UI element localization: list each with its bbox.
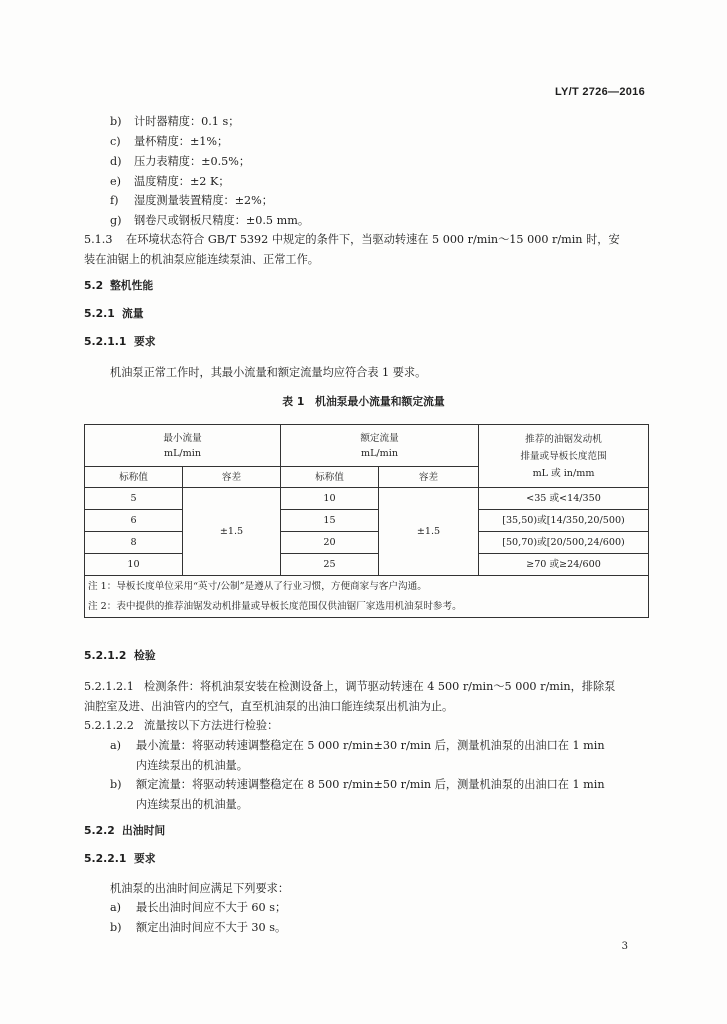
list-item <box>110 133 228 149</box>
list-text: 量杯精度：±1%； <box>134 135 229 148</box>
heading-title: 要求 <box>134 335 156 348</box>
table-row <box>85 532 649 554</box>
page-number: 3 <box>621 941 628 952</box>
heading-title: 出油时间 <box>122 824 166 837</box>
header-text: 推荐的油锯发动机 <box>525 433 602 445</box>
list-label: e) <box>110 175 121 188</box>
heading-number: 5.2.1 <box>84 307 115 320</box>
list-item-continuation: 内连续泵出的机油量。 <box>136 798 248 811</box>
clause-text: 在环境状态符合 GB/T 5392 中规定的条件下，当驱动转速在 5 000 r/min～15 000 r/min 时，安 <box>126 233 620 246</box>
list-item <box>110 212 309 228</box>
clause-number: 5.2.1.2.1 <box>84 680 134 693</box>
header-nominal: 标称值 <box>281 467 379 488</box>
heading-number: 5.2.2 <box>84 824 115 837</box>
cell-rated: 20 <box>281 532 379 554</box>
list-item <box>110 113 239 129</box>
list-text: 温度精度：±2 K； <box>134 175 230 188</box>
heading-5-2-1-2 <box>84 648 156 663</box>
cell-range: [35,50)或[14/350,20/500) <box>479 510 649 532</box>
list-label: c) <box>110 135 121 148</box>
list-text: 额定流量：将驱动转速调整稳定在 8 500 r/min±50 r/min 后，测量机油泵的出油口在 1 min <box>136 778 605 791</box>
list-label: a) <box>110 739 122 752</box>
list-text: 计时器精度：0.1 s； <box>134 115 240 128</box>
list-item <box>110 153 250 169</box>
cell-min: 6 <box>85 510 183 532</box>
header-recommended-range <box>479 425 649 488</box>
list-text: 钢卷尺或钢板尺精度：±0.5 mm。 <box>134 214 310 227</box>
table-row <box>85 510 649 532</box>
cell-min-tolerance: ±1.5 <box>183 488 281 576</box>
list-text: 湿度测量装置精度：±2%； <box>134 194 273 207</box>
heading-number: 5.2.2.1 <box>84 852 127 865</box>
cell-range: [50,70)或[20/500,24/600) <box>479 532 649 554</box>
heading-number: 5.2 <box>84 279 104 292</box>
requirement-paragraph: 机油泵正常工作时，其最小流量和额定流量均应符合表 1 要求。 <box>110 366 427 379</box>
clause-5-2-1-2-1-line1 <box>84 678 615 694</box>
heading-title: 检验 <box>134 649 156 662</box>
heading-number: 5.2.1.2 <box>84 649 127 662</box>
list-label: b) <box>110 778 122 791</box>
list-label: b) <box>110 115 122 128</box>
clause-5-1-3-line1 <box>84 231 620 247</box>
clause-5-2-1-2-2 <box>84 717 278 733</box>
header-tolerance: 容差 <box>183 467 281 488</box>
table-notes <box>85 576 649 618</box>
list-item <box>110 192 273 208</box>
heading-5-2 <box>84 278 153 293</box>
header-min-flow <box>85 425 281 467</box>
clause-text: 流量按以下方法进行检验： <box>144 719 279 732</box>
heading-title: 流量 <box>122 307 144 320</box>
cell-rated-tolerance: ±1.5 <box>379 488 479 576</box>
list-item <box>110 737 605 753</box>
list-item <box>110 919 286 935</box>
heading-5-2-1 <box>84 306 144 321</box>
list-label: d) <box>110 155 122 168</box>
cell-rated: 10 <box>281 488 379 510</box>
header-unit: mL/min <box>163 447 202 459</box>
table-note-1: 注 1：导板长度单位采用“英寸/公制”是遵从了行业习惯，方便商家与客户沟通。 <box>88 580 427 592</box>
header-text: 排量或导板长度范围 <box>520 450 607 462</box>
cell-range: <35 或<14/350 <box>479 488 649 510</box>
list-item <box>110 776 605 792</box>
header-text: 额定流量 <box>360 432 399 444</box>
table-note-2: 注 2：表中提供的推荐油锯发动机排量或导板长度范围仅供油锯厂家选用机油泵时参考。 <box>88 600 462 612</box>
heading-5-2-1-1 <box>84 334 156 349</box>
list-item-continuation: 内连续泵出的机油量。 <box>136 759 248 772</box>
list-label: f) <box>110 194 119 207</box>
header-unit: mL/min <box>360 447 399 459</box>
heading-title: 整机性能 <box>110 279 154 292</box>
list-text: 压力表精度：±0.5%； <box>134 155 251 168</box>
cell-min: 5 <box>85 488 183 510</box>
header-text: 最小流量 <box>163 432 202 444</box>
table-row <box>85 488 649 510</box>
header-rated-flow <box>281 425 479 467</box>
heading-number: 5.2.1.1 <box>84 335 127 348</box>
header-tolerance: 容差 <box>379 467 479 488</box>
cell-min: 8 <box>85 532 183 554</box>
clause-number: 5.2.1.2.2 <box>84 719 134 732</box>
header-unit: mL 或 in/mm <box>532 467 595 479</box>
cell-rated: 15 <box>281 510 379 532</box>
list-item <box>110 173 230 189</box>
heading-5-2-2 <box>84 823 165 838</box>
list-text: 最小流量：将驱动转速调整稳定在 5 000 r/min±30 r/min 后，测量机油泵的出油口在 1 min <box>136 739 605 752</box>
time-paragraph: 机油泵的出油时间应满足下列要求： <box>110 882 290 895</box>
list-label: g) <box>110 214 122 227</box>
clause-5-1-3-line2: 装在油锯上的机油泵应能连续泵油、正常工作。 <box>84 253 319 266</box>
list-label: a) <box>110 901 122 914</box>
heading-title: 要求 <box>134 852 156 865</box>
flow-table <box>84 424 649 618</box>
standard-number: LY/T 2726—2016 <box>554 86 645 98</box>
table-notes-row <box>85 576 649 618</box>
list-text: 最长出油时间应不大于 60 s； <box>136 901 287 914</box>
list-item <box>110 899 286 915</box>
cell-rated: 25 <box>281 554 379 576</box>
clause-number: 5.1.3 <box>84 233 113 246</box>
header-nominal: 标称值 <box>85 467 183 488</box>
list-text: 额定出油时间应不大于 30 s。 <box>136 921 287 934</box>
clause-5-2-1-2-1-line2: 油腔室及进、出油管内的空气，直至机油泵的出油口能连续泵出机油为止。 <box>84 700 454 713</box>
table-caption: 表 1 机油泵最小流量和额定流量 <box>282 395 445 408</box>
cell-range: ≥70 或≥24/600 <box>479 554 649 576</box>
table-row <box>85 554 649 576</box>
cell-min: 10 <box>85 554 183 576</box>
heading-5-2-2-1 <box>84 851 156 866</box>
clause-text: 检测条件：将机油泵安装在检测设备上，调节驱动转速在 4 500 r/min～5 000 r/min，排除泵 <box>144 680 616 693</box>
list-label: b) <box>110 921 122 934</box>
